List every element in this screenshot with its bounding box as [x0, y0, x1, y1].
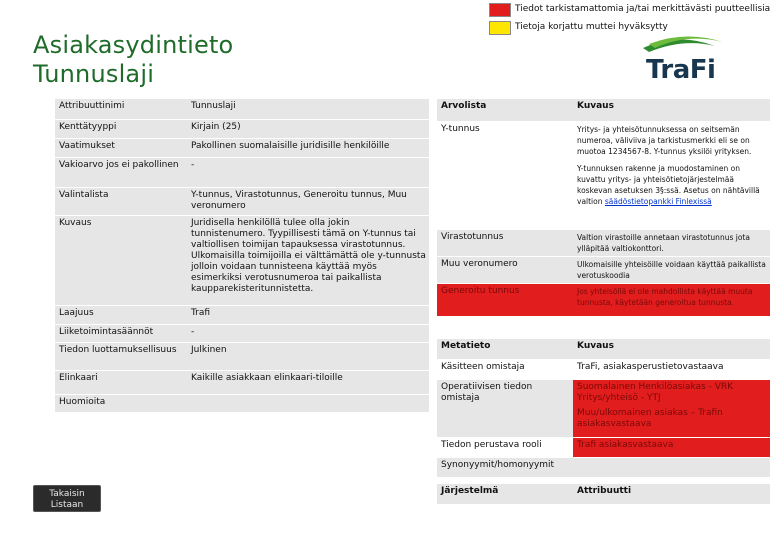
meta-table: [437, 339, 770, 478]
attr-key: Attribuuttinimi: [55, 99, 187, 119]
legend-yellow-swatch: [489, 21, 511, 35]
synonyms-label: Synonyymit/homonyymit: [437, 457, 770, 477]
attr-row: [55, 99, 429, 119]
attr-value: -: [187, 324, 429, 342]
value-desc-text2: [577, 163, 766, 207]
finlex-link[interactable]: säädöstietopankki Finlexissä: [604, 196, 712, 206]
values-header-desc: Kuvaus: [573, 99, 770, 121]
back-button-label-line1: Takaisin: [49, 489, 85, 499]
attr-row: [55, 342, 429, 370]
meta-desc: TraFi, asiakasperustietovastaava: [573, 359, 770, 379]
system-cell: [437, 504, 573, 528]
attr-value: Kaikille asiakkaan elinkaari-tiloille: [187, 370, 429, 394]
attr-row: [55, 324, 429, 342]
values-table: [437, 99, 770, 317]
system-header-key: Järjestelmä: [437, 484, 573, 504]
meta-desc-line: Suomalainen Henkilöasiakas - VRK Yritys/yhteisö - YTJ: [577, 381, 734, 403]
attr-value: Tunnuslaji: [187, 99, 429, 119]
value-desc: Jos yhteisöllä ei ole mahdollista käyttää muuta tunnusta, käytetään generoitua tunnusta.: [573, 283, 770, 316]
value-key: Generoitu tunnus: [437, 283, 573, 316]
meta-header-desc: Kuvaus: [573, 339, 770, 359]
attr-row: [55, 157, 429, 187]
value-key: Muu veronumero: [437, 256, 573, 283]
value-desc-text: Yritys- ja yhteisötunnuksessa on seitsemän numeroa, väliviiva ja tarkistusmerkki eli se on muotoa 1234567-8. Y-tunnus yksilöi yrityksen.: [577, 124, 752, 156]
value-desc: Ulkomaisille yhteisöille voidaan käyttää paikallista verotuskoodia: [573, 256, 770, 283]
back-button-label-line2: Listaan: [50, 500, 84, 510]
meta-key: Operatiivisen tiedon omistaja: [437, 379, 573, 437]
meta-desc: Trafi asiakasvastaava: [573, 437, 770, 457]
back-to-list-button[interactable]: [33, 485, 101, 512]
value-key: Virastotunnus: [437, 229, 573, 256]
attr-key: Vaatimukset: [55, 138, 187, 157]
attr-row: [55, 305, 429, 324]
legend-yellow-text: Tietoja korjattu muttei hyväksytty: [515, 22, 668, 32]
attr-value: Trafi: [187, 305, 429, 324]
page-title-line1: Asiakasydintieto: [33, 31, 234, 59]
system-header-desc: Attribuutti: [573, 484, 770, 504]
attr-row: [55, 394, 429, 412]
attr-row: [55, 187, 429, 215]
attr-value: [187, 394, 429, 412]
meta-key: Käsitteen omistaja: [437, 359, 573, 379]
attr-value: Pakollinen suomalaisille juridisille henkilöille: [187, 138, 429, 157]
value-desc: [573, 121, 770, 229]
meta-desc-line2: Muu/ulkomainen asiakas – Trafin asiakasvastaava: [577, 407, 723, 429]
system-cell: [573, 504, 770, 528]
page-title: [33, 31, 233, 89]
logo-text: TraFi: [646, 55, 716, 85]
value-key: Y-tunnus: [437, 121, 573, 229]
value-desc: Valtion virastoille annetaan virastotunnus jota ylläpitää valtiokonttori.: [573, 229, 770, 256]
system-table: [437, 484, 770, 529]
attr-key: Tiedon luottamuksellisuus: [55, 342, 187, 370]
meta-key: Tiedon perustava rooli: [437, 437, 573, 457]
attr-key: Liiketoimintasäännöt: [55, 324, 187, 342]
legend-red-text: Tiedot tarkistamattomia ja/tai merkittävästi puutteellisia: [515, 4, 771, 14]
meta-header-key: Metatieto: [437, 339, 573, 359]
attr-value: Kirjain (25): [187, 119, 429, 138]
attr-key: Huomioita: [55, 394, 187, 412]
attr-key: Elinkaari: [55, 370, 187, 394]
attr-value: Julkinen: [187, 342, 429, 370]
legend-red-swatch: [489, 3, 511, 17]
attr-value: -: [187, 157, 429, 187]
attr-key: Valintalista: [55, 187, 187, 215]
attribute-table: [55, 99, 429, 413]
meta-desc: [573, 379, 770, 437]
attr-key: Laajuus: [55, 305, 187, 324]
values-header-key: Arvolista: [437, 99, 573, 121]
attr-value: Juridisella henkilöllä tulee olla jokin tunnistenumero. Tyypillisesti tämä on Y-tunnus tai valtiollisen toimijan tapauksessa virastotunnus. Ulkomaisilla toimijoilla ei välttämättä ole y-tunnusta jolloin voidaan tunnisteena käyttää myös esimerkiksi verotusnumeroa tai paikallista kaupparekisteritunnistetta.: [187, 215, 429, 305]
page-title-line2: Tunnuslaji: [33, 60, 155, 88]
attr-value: Y-tunnus, Virastotunnus, Generoitu tunnus, Muu veronumero: [187, 187, 429, 215]
attr-key: Vakioarvo jos ei pakollinen: [55, 157, 187, 187]
attr-row: [55, 119, 429, 138]
attr-row: [55, 370, 429, 394]
attr-key: Kenttätyyppi: [55, 119, 187, 138]
attr-row: [55, 215, 429, 305]
attr-row: [55, 138, 429, 157]
attr-key: Kuvaus: [55, 215, 187, 305]
value-desc2: Y-tunnuksen rakenne ja muodostaminen on kuvattu yritys- ja yhteisötietojärjestelmää koskevan asetuksen 3§:ssä. Asetus on nähtävillä valtion: [577, 163, 760, 206]
